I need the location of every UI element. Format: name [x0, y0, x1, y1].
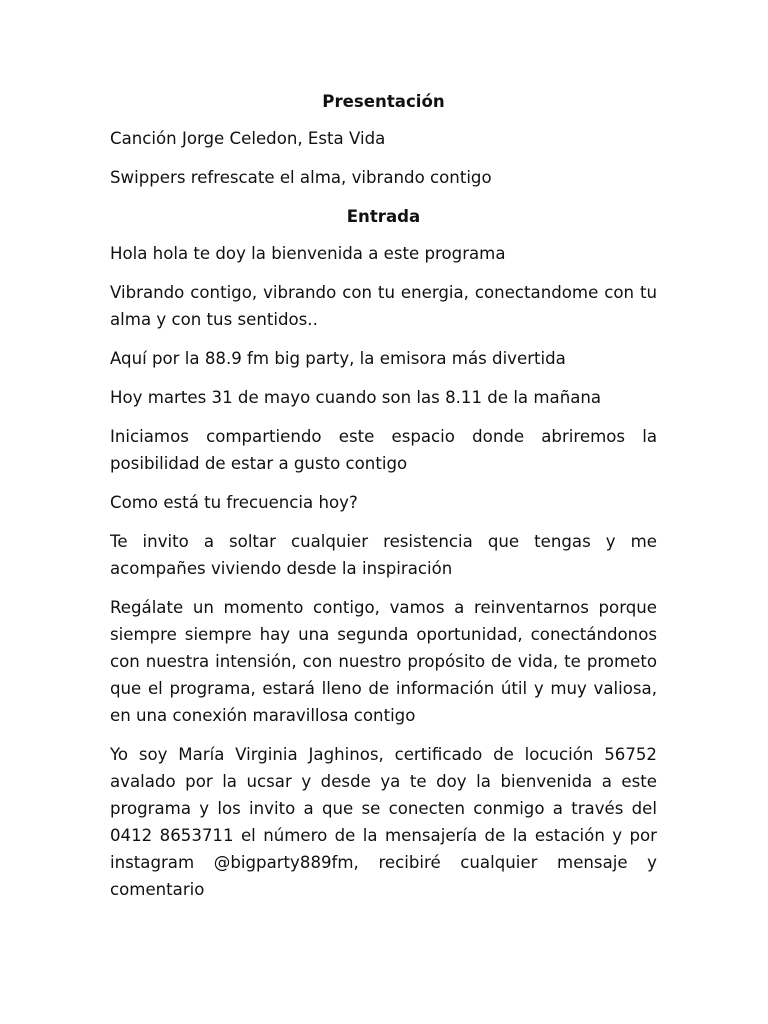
song-line: Canción Jorge Celedon, Esta Vida	[110, 129, 386, 148]
section-heading-presentacion: Presentación	[322, 92, 445, 111]
paragraph-iniciamos: Iniciamos compartiendo este espacio donde abriremos la posibilidad de estar a gusto contigo	[110, 427, 657, 473]
paragraph-welcome: Hola hola te doy la bienvenida a este programa	[110, 244, 506, 263]
swippers-line: Swippers refrescate el alma, vibrando contigo	[110, 168, 492, 187]
document-body	[110, 88, 657, 915]
section-heading-entrada: Entrada	[346, 207, 421, 226]
paragraph-invito: Te invito a soltar cualquier resistencia que tengas y me acompañes viviendo desde la inspiración	[110, 532, 657, 578]
paragraph-regalate: Regálate un momento contigo, vamos a reinventarnos porque siempre siempre hay una segunda oportunidad, conectándonos con nuestra intensión, con nuestro propósito de vida, te prometo que el programa, estará lleno de información útil y muy valiosa, en una conexión maravillosa contigo	[110, 598, 657, 725]
paragraph-date: Hoy martes 31 de mayo cuando son las 8.11 de la mañana	[110, 388, 602, 407]
paragraph-station: Aquí por la 88.9 fm big party, la emisora más divertida	[110, 349, 566, 368]
paragraph-frecuencia: Como está tu frecuencia hoy?	[110, 493, 358, 512]
paragraph-vibrando: Vibrando contigo, vibrando con tu energia, conectandome con tu alma y con tus sentidos..	[110, 283, 657, 329]
paragraph-presenter: Yo soy María Virginia Jaghinos, certificado de locución 56752 avalado por la ucsar y desde ya te doy la bienvenida a este programa y los invito a que se conecten conmigo a través del 0412 8653711 el número de la mensajería de la estación y por instagram @bigparty889fm, recibiré cualquier mensaje y comentario	[110, 745, 657, 899]
